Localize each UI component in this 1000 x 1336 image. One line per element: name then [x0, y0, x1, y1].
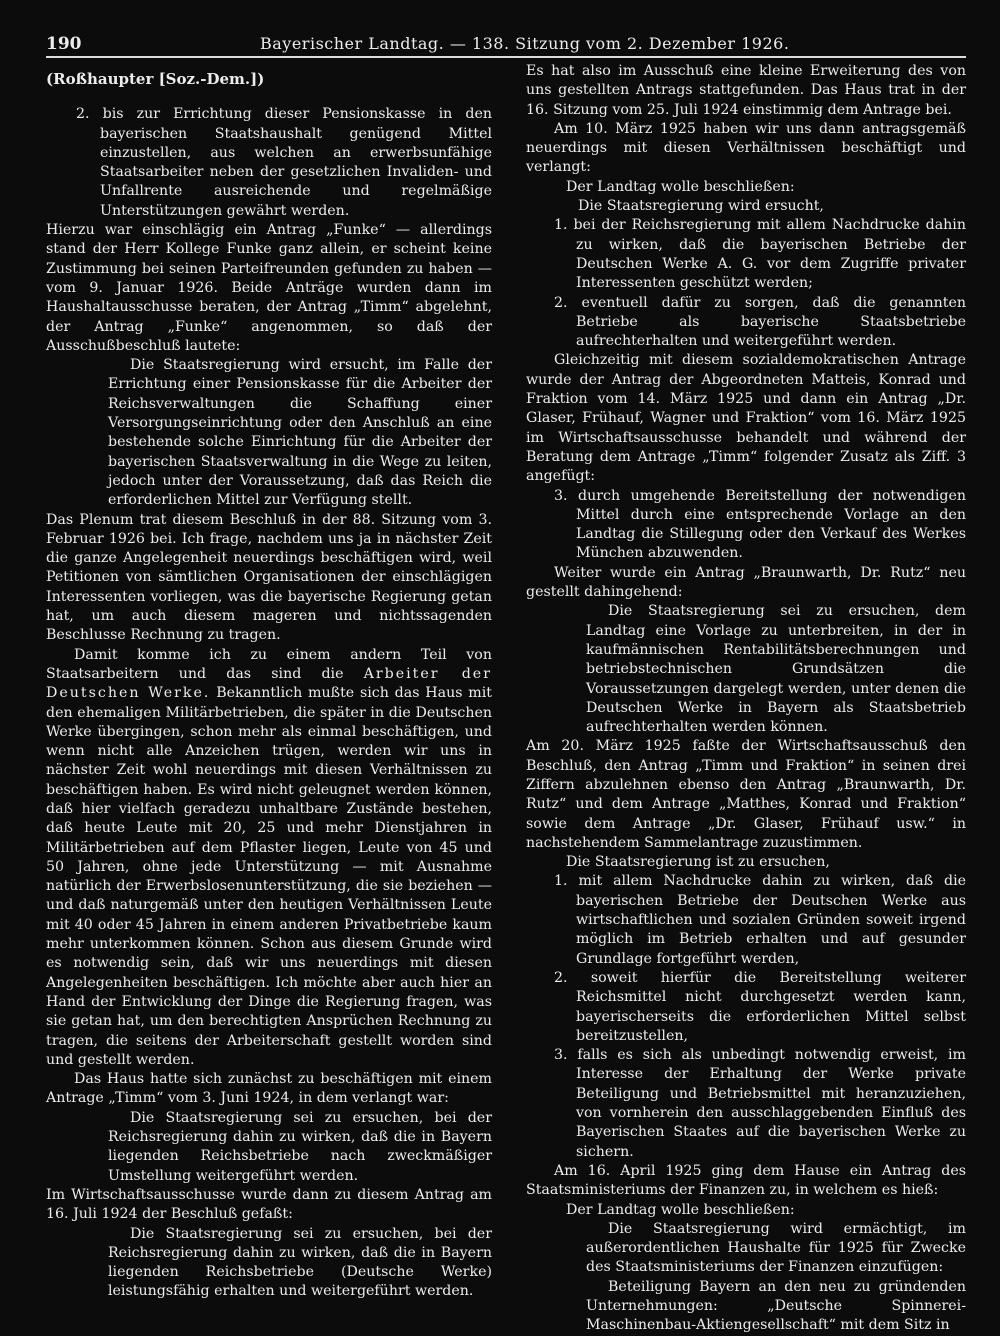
- block-quote: Die Staatsregierung wird ersucht, im Falle der Errichtung einer Pensionskasse für die Arbeiter der Reichsverwaltungen die Schaffung einer Versorgungseinrichtung oder den Anschluß an eine bestehende solche Einrichtung für die Arbeiter der bayerischen Staatsverwaltung in die Wege zu leiten, jedoch unter der Voraussetzung, daß das Reich die erforderlichen Mittel zur Verfügung stellt.: [108, 357, 492, 509]
- block-quote: Die Staatsregierung wird ermächtigt, im außerordentlichen Haushalte für 1925 für Zwecke des Staatsministeriums der Finanzen einzufügen:: [586, 1220, 966, 1276]
- resolution-heading: Der Landtag wolle beschließen:: [566, 178, 795, 195]
- list-item: 1. mit allem Nachdrucke dahin zu wirken, daß die bayerischen Betriebe der Deutschen Werke aus wirtschaftlichen und sozialen Gründen soweit irgend möglich im Betrieb erhalten und auf gesunder Grundlage fortgeführt werden,: [554, 873, 966, 967]
- running-title: Bayerischer Landtag. — 138. Sitzung vom 2. Dezember 1926.: [260, 34, 790, 53]
- paragraph: [46, 646, 492, 1071]
- paragraph: Das Haus hatte sich zunächst zu beschäftigen mit einem Antrage „Timm“ vom 3. Juni 1924, in dem verlangt war:: [46, 1071, 492, 1107]
- list-item: 3. falls es sich als unbedingt notwendig erweist, im Interesse der Erhaltung der Werke private Beteiligung und Betriebsmittel mit heranzuziehen, von vornherein den ausschlaggebenden Einfluß des Bayerischen Staates auf die bayerischen Werke zu sichern.: [554, 1047, 966, 1160]
- emphasized-text: Arbeiter der Deutschen Werke.: [46, 665, 492, 702]
- list-item: 3. durch umgehende Bereitstellung der notwendigen Mittel durch eine entsprechende Vorlage an den Landtag die Stillegung oder den Verkauf des Werkes München abzuwenden.: [554, 487, 966, 562]
- paragraph: Am 20. März 1925 faßte der Wirtschaftsausschuß den Beschluß, den Antrag „Timm und Fraktion“ in seinen drei Ziffern abzulehnen ebenso den Antrag „Braunwarth, Dr. Rutz“ und dem Antrage „Matthes, Konrad und Fraktion“ sowie dem Antrage „Dr. Glaser, Frühauf usw.“ in nachstehendem Sammelantrage zuzustimmen.: [526, 738, 966, 851]
- resolution-heading: Der Landtag wolle beschließen:: [566, 1201, 795, 1218]
- paragraph: Am 16. April 1925 ging dem Hause ein Antrag des Staatsministeriums der Finanzen zu, in welchem es hieß:: [526, 1162, 966, 1199]
- block-quote: Die Staatsregierung sei zu ersuchen, dem Landtag eine Vorlage zu unterbreiten, in der in kaufmännischen Rentabilitätsberechnungen und betriebstechnischen Grundsätzen die Voraussetzungen dargelegt werden, unter denen die Deutschen Werke in Bayern als Staatsbetrieb aufrechterhalten werden können.: [586, 603, 966, 736]
- resolution-line: Die Staatsregierung wird ersucht,: [578, 198, 824, 215]
- header-rule: [46, 56, 966, 58]
- block-quote: Die Staatsregierung sei zu ersuchen, bei der Reichsregierung dahin zu wirken, daß die in Bayern liegenden Reichsbetriebe nach zweckmäßiger Umstellung weitergeführt werden.: [108, 1109, 492, 1184]
- paragraph: Das Plenum trat diesem Beschluß in der 88. Sitzung vom 3. Februar 1926 bei. Ich frage, nachdem uns ja in nächster Zeit die ganze Angelegenheit neuerdings beschäftigen wird, weil Petitionen von sämtlichen Organisationen der einschlägigen Interessenten vorliegen, was die bayerische Regierung getan hat, um auch diesem mageren und nichtssagenden Beschlusse Rechnung zu tragen.: [46, 511, 492, 644]
- list-item: 1. bei der Reichsregierung mit allem Nachdrucke dahin zu wirken, daß die bayerischen Betriebe der Deutschen Werke A. G. vor dem Zugriffe privater Interessenten geschützt werden;: [554, 217, 966, 292]
- block-quote: Die Staatsregierung sei zu ersuchen, bei der Reichsregierung dahin zu wirken, daß die in Bayern liegenden Reichsbetriebe (Deutsche Werke) leistungsfähig erhalten und weitergeführt werden.: [108, 1225, 492, 1300]
- block-quote: Beteiligung Bayern an den neu zu gründenden Unternehmungen: „Deutsche Spinnerei-Maschinenbau-Aktiengesellschaft“ mit dem Sitz in: [586, 1278, 966, 1334]
- left-column: [46, 70, 492, 1302]
- paragraph-text: Bekanntlich mußte sich das Haus mit den ehemaligen Militärbetrieben, die später in die Deutschen Werke übergingen, schon mehr als einmal beschäftigen, und wenn nicht alle Anzeichen trügen, werden wir uns in nächster Zeit wohl neuerdings mit diesen Verhältnissen zu beschäftigen haben. Es wird nicht geleugnet werden können, daß hier vielfach geradezu unhaltbare Zustände bestehen, daß heute Leute mit 20, 25 und mehr Dienstjahren in Militärbetrieben auf dem Pflaster liegen, Leute von 45 und 50 Jahren, ohne jede Unterstützung — mit Ausnahme natürlich der Erwerbslosenunterstützung, die sie beziehen — und daß naturgemäß unter den heutigen Verhältnissen Leute mit 40 oder 45 Jahren in einem anderen Privatbetriebe kaum mehr unterkommen können. Schon aus diesem Grunde wird es notwendig sein, daß wir uns neuerdings mit diesen Angelegenheiten beschäftigen. Ich möchte aber auch hier an Hand der Entwicklung der Dinge die Regierung fragen, was sie getan hat, um den berechtigten Ansprüchen Rechnung zu tragen, die seitens der Arbeiterschaft gestellt worden sind und gestellt werden.: [46, 685, 492, 1068]
- page-number: 190: [46, 34, 82, 54]
- paragraph: Im Wirtschaftsausschusse wurde dann zu diesem Antrag am 16. Juli 1924 der Beschluß gefaßt:: [46, 1186, 492, 1223]
- list-item: 2. bis zur Errichtung dieser Pensionskasse in den bayerischen Staatshaushalt genügend Mittel einzustellen, aus welchen an erwerbsunfähige Staatsarbeiter neben der gesetzlichen Invaliden- und Unfallrente ausreichende und regelmäßige Unterstützungen gewährt werden.: [76, 106, 492, 219]
- paragraph-text: Damit komme ich zu einem andern Teil von Staatsarbeitern und das sind die: [46, 646, 492, 682]
- list-item: 2. soweit hierfür die Bereitstellung weiterer Reichsmittel nicht durchgesetzt werden kann, bayerischerseits die erforderlichen Mittel selbst bereitzustellen,: [554, 969, 966, 1044]
- list-item: 2. eventuell dafür zu sorgen, daß die genannten Betriebe als bayerische Staatsbetriebe aufrechterhalten und weitergeführt werden.: [554, 294, 966, 350]
- page-header: [46, 34, 966, 56]
- right-column: [526, 62, 966, 1336]
- paragraph: Hierzu war einschlägig ein Antrag „Funke“ — allerdings stand der Herr Kollege Funke ganz allein, er scheint keine Zustimmung bei seinen Parteifreunden gefunden zu haben — vom 9. Januar 1926. Beide Anträge wurden dann im Haushaltausschusse beraten, der Antrag „Timm“ abgelehnt, der Antrag „Funke“ angenommen, so daß der Ausschußbeschluß lautete:: [46, 222, 492, 354]
- paragraph: Am 10. März 1925 haben wir uns dann antragsgemäß neuerdings mit diesen Verhältnissen beschäftigt und verlangt:: [526, 120, 966, 176]
- paragraph: Gleichzeitig mit diesem sozialdemokratischen Antrage wurde der Antrag der Abgeordneten Matteis, Konrad und Fraktion vom 14. März 1925 und dann ein Antrag „Dr. Glaser, Frühauf, Wagner und Fraktion“ vom 16. März 1925 im Wirtschaftsausschusse behandelt und während der Beratung dem Antrage „Timm“ folgender Zusatz als Ziff. 3 angefügt:: [526, 352, 966, 485]
- paragraph: Weiter wurde ein Antrag „Braunwarth, Dr. Rutz“ neu gestellt dahingehend:: [526, 564, 966, 601]
- speaker-label: (Roßhaupter [Soz.-Dem.]): [46, 70, 265, 88]
- paragraph: Es hat also im Ausschuß eine kleine Erweiterung des von uns gestellten Antrags stattgefunden. Das Haus trat in der 16. Sitzung vom 25. Juli 1924 einstimmig dem Antrage bei.: [526, 63, 966, 118]
- resolution-line: Die Staatsregierung ist zu ersuchen,: [566, 854, 830, 871]
